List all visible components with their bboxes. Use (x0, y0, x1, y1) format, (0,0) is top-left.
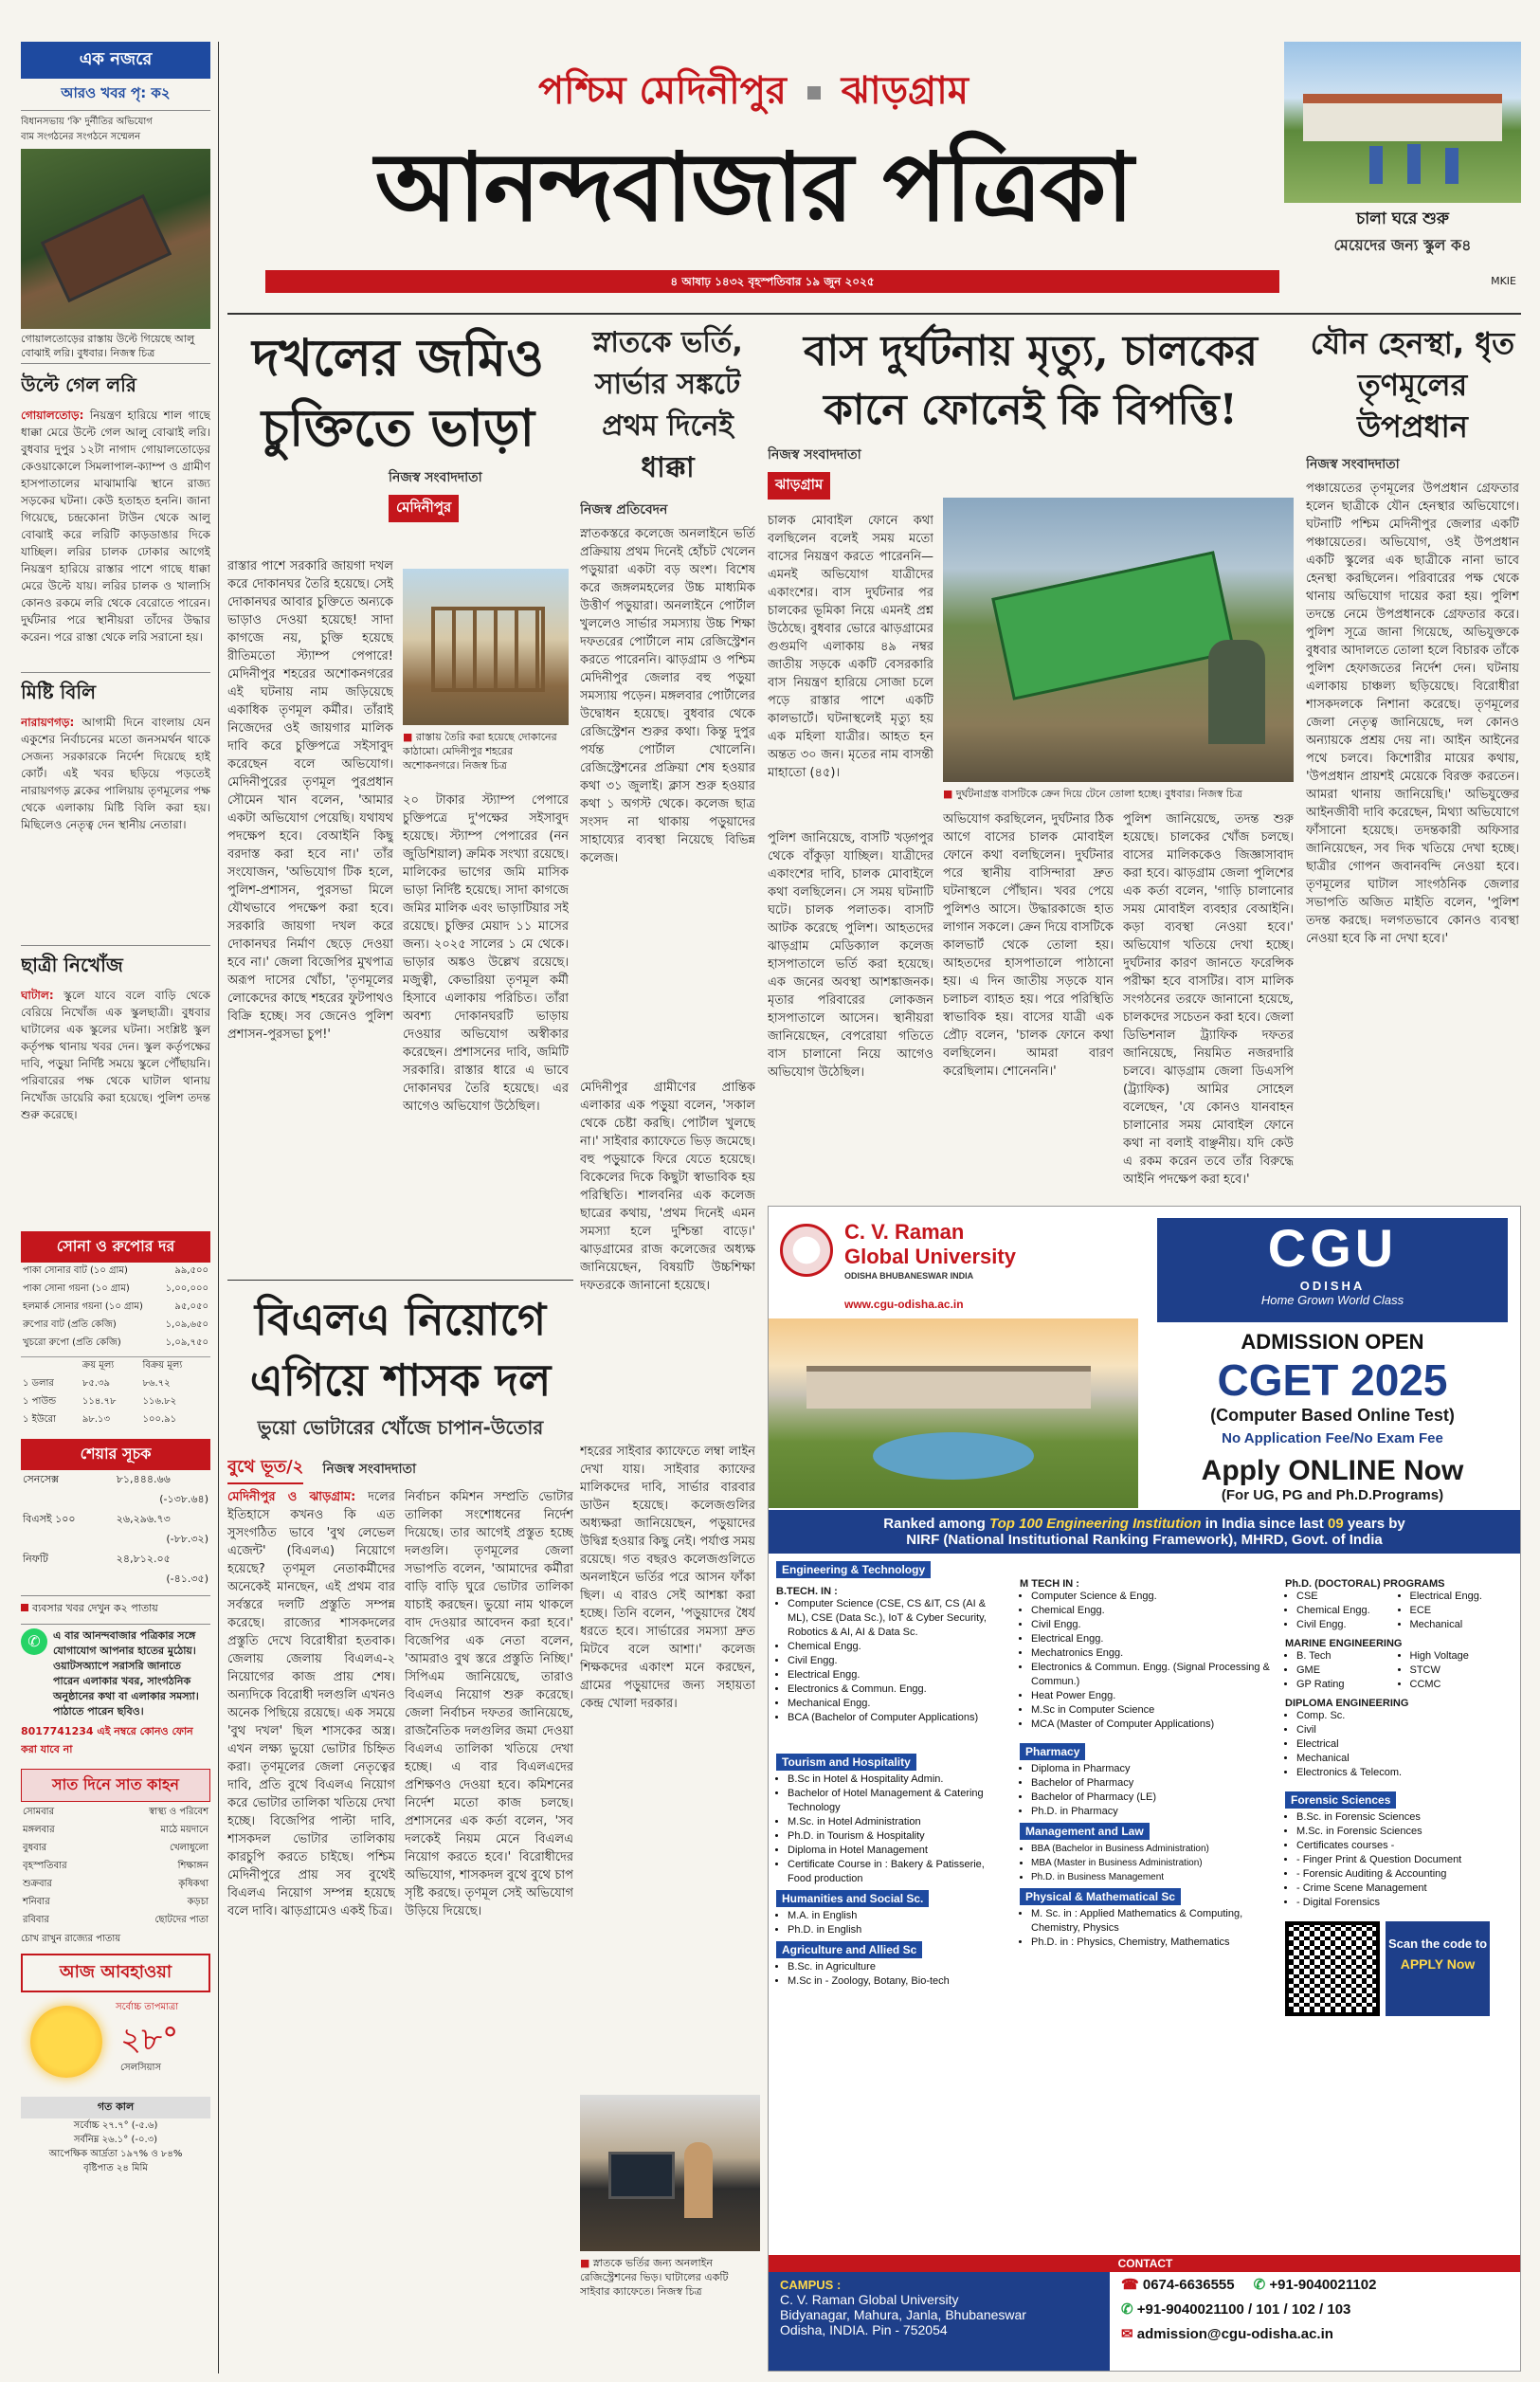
section-pharmacy: Pharmacy (1020, 1743, 1085, 1760)
qr-code[interactable] (1285, 1921, 1380, 2016)
marine-head: MARINE ENGINEERING (1285, 1638, 1403, 1649)
diploma-list: • Comp. Sc. • Civil • Electrical • Mechanical • Electronics & Telecom. (1285, 1709, 1513, 1780)
whatsapp-box (21, 1624, 210, 1759)
cgu-advertisement[interactable] (768, 1206, 1521, 2372)
table-row: রুপোর বাট (প্রতি কেজি) ১,০৯,৬৫০ (23, 1319, 208, 1330)
headline: স্নাতকে ভর্তি, সার্ভার সঙ্কটে প্রথম দিনেই ধাক্কা (592, 326, 743, 484)
lorry-photo (21, 149, 210, 329)
weather-box (21, 1992, 210, 2097)
forensic-list: • B.Sc. in Forensic Sciences • M.Sc. in Forensic Sciences • Certificates courses - • - Finger Print & Question Document • - Forensic Auditing & Accounting • - Crime Scene Management • - Digital Forensics (1285, 1810, 1513, 1910)
admission-open: ADMISSION OPEN (1241, 1330, 1424, 1354)
lorry-headline: উল্টে গেল লরি (21, 373, 136, 396)
pharmacy-list: • Diploma in Pharmacy • Bachelor of Pharmacy • Bachelor of Pharmacy (LE) • Ph.D. in Pharmacy (1020, 1762, 1271, 1819)
body-2: মেদিনীপুর গ্রামীণের প্রান্তিক এলাকার এক পড়ুয়া বলেন, 'সকাল থেকে চেষ্টা করছি। পোর্টাল খুলছে না।' সাইবার ক্যাফেতে ভিড় জমেছে। বহু পড়ুয়াকে ফিরে যেতে হয়েছে। বিকেলের দিকে কিছুটা স্বাভাবিক হয় পরিস্থিতি। শালবনির এক কলেজ ছাত্রের কথায়, 'প্রথম দিনেই এমন সমস্যা হলে দুশ্চিন্তা বাড়ে।' ঝাড়গ্রামের রাজ কলেজের অধ্যক্ষ জানিয়েছেন, বিষয়টি উচ্চশিক্ষা দফতরকে জানানো হয়েছে। (580, 1081, 755, 1293)
headline: বাস দুর্ঘটনায় মৃত্যু, চালকের কানে ফোনেই কি বিপত্তি! (804, 327, 1258, 434)
ek-nojore-header: এক নজরে (21, 42, 210, 79)
cyber-cafe-photo (580, 2095, 760, 2251)
table-row: মঙ্গলবার মাঠে ময়দানে (23, 1825, 208, 1835)
sun-icon (30, 2006, 102, 2078)
cget-title: CGET 2025 (1217, 1355, 1448, 1405)
date-bar (265, 270, 1279, 293)
body-col2: ২০ টাকার স্ট্যাম্প পেপারে চুক্তিপত্রে দু'পক্ষের সইসাবুদ হয়েছে। স্ট্যাম্প পেপারের (নন জুডিশিয়াল) ক্রমিক সংখ্যা রয়েছে। মালিকের ভাগের জমি মাসিক ভাড়া নির্দিষ্ট হয়েছে। সাদা কাগজে জমির মালিক এবং ভাড়াটিয়ার সই রয়েছে। চুক্তির মেয়াদ ১১ মাসের জন্য। ২০২৫ সালের ১ মে থেকে। ভাড়ার অঙ্কও উল্লেখ রয়েছে। মজুত্বী, কেভারিয়া তৃণমূল কর্মী হিসাবে এলাকায় পরিচিত। তাঁরা অবশ্য দোকানঘরটি ভাড়ায় দেওয়ার অভিযোগ অস্বীকার করেছেন। প্রশাসনের দাবি, জমিটি সরকারি। রাস্তার ধারে এ ভাবে দোকানঘর তৈরি হয়েছে। এর আগেও অভিযোগ উঠেছিল। (403, 793, 569, 1114)
shop-photo (403, 569, 569, 725)
contact-bar: CONTACT (769, 2255, 1521, 2272)
weather-unit: সেলসিয়াস (120, 2063, 161, 2073)
newspaper-title: আনন্দবাজার পত্রিকা (374, 131, 1132, 243)
body-col3: পুলিশ জানিয়েছে, তদন্ত শুরু হয়েছে। চালকের খোঁজ চলছে। বাসের মালিককেও জিজ্ঞাসাবাদ করা হবে। ঝাড়গ্রাম জেলা পুলিশের এক কর্তা বলেন, 'গাড়ি চালানোর সময় মোবাইল ব্যবহার বেআইনি। কড়া ব্যবস্থা নেওয়া হবে।' অভিযোগ খতিয়ে দেখা হচ্ছে। দুর্ঘটনার কারণ জানতে ফরেন্সিক পরীক্ষা হবে বাসটির। বাস মালিক সংগঠনের তরফে জানানো হয়েছে, চালকদের সচেতন করা হবে। জেলা ডিভিশনাল ট্র্যাফিক দফতর জানিয়েছে, নিয়মিত নজরদারি চলবে। ঝাড়গ্রাম জেলা ডিএসপি (ট্র্যাফিক) আমির সোহেল বলেছেন, 'যে কোনও যানবাহন চালানোর সময় মোবাইল ফোনে কথা না বলাই বাঞ্ছনীয়। যদি কেউ এ রকম করেন তবে তাঁর বিরুদ্ধে আইনি পদক্ষেপ করা হবে।' (1123, 812, 1294, 1187)
byline: নিজস্ব সংবাদদাতা (322, 1461, 417, 1477)
masthead (227, 42, 1279, 288)
btech-head: B.TECH. IN : (776, 1586, 838, 1597)
byline: নিজস্ব সংবাদদাতা (768, 447, 861, 463)
whatsapp-icon: ✆ (1121, 2301, 1133, 2318)
phone-3[interactable]: ✆ +91-9040021100 / 101 / 102 / 103 (1121, 2301, 1351, 2318)
mtech-list: • Computer Science & Engg. • Chemical Engg. • Civil Engg. • Electrical Engg. • Mechatronics Engg. • Electronics & Commun. Engg. (Signal Processing & Commun.) • Heat Power Engg. • M.Sc in Computer Science • MCA (Master of Computer Applications) (1020, 1590, 1271, 1732)
table-row: (-১৩৮.৬৪) (159, 1493, 208, 1505)
ranking-banner: Ranked among Top 100 Engineering Institution in India since last 09 years by NIRF (National Institutional Ranking Framework), MHRD, Govt. of India (769, 1510, 1520, 1554)
table-row: (-৮৮.৩২) (166, 1533, 208, 1545)
apply-online[interactable]: Apply ONLINE Now (1201, 1455, 1464, 1486)
saat-header: সাত দিনে সাত কাহন (21, 1769, 210, 1802)
scan-box[interactable]: Scan the code to APPLY Now (1386, 1921, 1490, 2016)
bus-caption: ■ দুর্ঘটনাগ্রস্ত বাসটিকে ক্রেন দিয়ে টেনে তোলা হচ্ছে। বুধবার। নিজস্ব চিত্র (943, 788, 1243, 800)
cgu-logo: CGU ODISHA Home Grown World Class (1157, 1218, 1508, 1322)
headline: যৌন হেনস্থা, ধৃত তৃণমূলের উপপ্রধান (1310, 325, 1515, 445)
section-humanities: Humanities and Social Sc. (776, 1890, 929, 1907)
cyber-cafe-caption: ■ স্নাতকে ভর্তির জন্য অনলাইন রেজিস্ট্রেশনের ভিড়। ঘাটালের একটি সাইবার ক্যাফেতে। নিজস্ব চিত্র (580, 2257, 729, 2298)
btech-list: • Computer Science (CSE, CS &IT, CS (AI & ML), CSE (Data Sc.), IoT & Cyber Security, Robotics & AI, AI & Data Sc. • Chemical Engg. • Civil Engg. • Electrical Engg. • Electronics & Commun. Engg. • Mechanical Engg. • BCA (Bachelor of Computer Applications) (776, 1597, 1004, 1725)
story-bla (227, 1289, 573, 2370)
table-row: সোমবার স্বাস্থ্য ও পরিবেশ (23, 1807, 208, 1817)
table-row: পাকা সোনা গয়না (১০ গ্রাম) ১,০০,০০০ (23, 1283, 208, 1294)
table-row: বুধবার খেলাধুলো (23, 1843, 208, 1853)
whatsapp-note: এ বার আনন্দবাজার পত্রিকার সঙ্গে যোগাযোগ আপনার হাতের মুঠোয়। ওয়াটসঅ্যাপে সরাসরি জানাতে পারেন এলাকার খবর, সাংগঠনিক অনুষ্ঠানের কথা বা এলাকার সমস্যা। পাঠাতে পারেন ছবিও। (53, 1629, 199, 1718)
section-forensic: Forensic Sciences (1285, 1791, 1396, 1809)
table-row: বিএসই ১০০ ২৬,২৯৬.৭৩ (23, 1513, 171, 1525)
campus-photo (769, 1318, 1138, 1508)
apply-sub: (For UG, PG and Ph.D.Programs) (1221, 1487, 1444, 1503)
date-line: ৪ আষাঢ় ১৪৩২ বৃহস্পতিবার ১৯ জুন ২০২৫ (670, 275, 875, 288)
byline: নিজস্ব প্রতিবেদন (580, 502, 668, 518)
gold-header: সোনা ও রুপোর দর (21, 1231, 210, 1263)
body-col1: রাস্তার পাশে সরকারি জায়গা দখল করে দোকানঘর তৈরি হয়েছে। সেই দোকানঘর আবার চুক্তিতে অন্যকে ভাড়াও দেওয়া হয়েছে! সাদা কাগজে নয়, চুক্তি হয়েছে রীতিমতো স্ট্যাম্প পেপারে! মেদিনীপুর শহরের অশোকনগরের এই ঘটনায় নাম জড়িয়েছে একাধিক তৃণমূল কর্মীর। তাঁরাই নিজেদের ওই জায়গার মালিক দাবি করে চুক্তিপত্রে সইসাবুদ করেছেন বলে অভিযোগ। মেদিনীপুরের তৃণমূল পুরপ্রধান সৌমেন খান বলেন, 'আমার একটা অভিযোগ পেয়েছি। যথাযথ পদক্ষেপ হবে। বেআইনি কিছু বরদাস্ত করা হবে না।' তাঁর সংযোজন, 'অভিযোগ টিক হলে, পুলিশ-প্রশাসন, পুরসভা মিলে যৌথভাবে পদক্ষেপ করা হবে। সরকারি জায়গা দখল করে দোকানঘর নির্মাণ ছেড়ে দেওয়া হবে না।' জেলা বিজেপির মুখপাত্র অরূপ দাসের খোঁচা, 'তৃণমূলের লোকেদের কাছে শহরের ফুটপাথও বিক্রি হচ্ছে। সব জেনেও পুলিশ প্রশাসন-পুরসভা চুপ!' (227, 559, 393, 1042)
cgu-seal (780, 1224, 833, 1277)
agri-list: • B.Sc. in Agriculture • M.Sc in - Zoology, Botany, Bio-tech (776, 1960, 1004, 1989)
whatsapp-number[interactable]: 8017741234 এই নম্বরে কোনও ফোন করা যাবে না (21, 1725, 193, 1755)
body-col1b: পুলিশ জানিয়েছে, বাসটি খড়্গপুর থেকে বাঁকুড়া যাচ্ছিল। যাত্রীদের একাংশের দাবি, চালক মোবাইলে কথা বলছিলেন। সে সময় ঘটনাটি ঘটে। চালক পলাতক। বাসটি আটক করেছে পুলিশ। আহতদের ঝাড়গ্রাম মেডিক্যাল কলেজ হাসপাতালে ভর্তি করা হয়েছে। এক জনের অবস্থা আশঙ্কাজনক। মৃতার পরিবারের লোকজন হাসপাতালে আসেন। স্থানীয়রা জানিয়েছেন, বেপরোয়া গতিতে বাস চালানো নিয়ে আগেও অভিযোগ উঠেছিল। (768, 831, 933, 1080)
campus-box: CAMPUS : C. V. Raman Global University Bidyanagar, Mahura, Janla, Bhubaneswar Odisha, INDIA. Pin - 752054 (769, 2272, 1110, 2371)
table-row: বৃহস্পতিবার শিক্ষাঙ্গন (23, 1861, 208, 1871)
gold-table (21, 1263, 210, 1353)
school-caption: চালা ঘরে শুরু মেয়েদের জন্য স্কুল ক৪ (1333, 209, 1472, 254)
diploma-head: DIPLOMA ENGINEERING (1285, 1698, 1409, 1709)
mishti-body: নারায়ণগড়: আগামী দিনে বাংলায় যেন একুশের নির্বাচনের মতো জনসমর্থন থাকে সেজন্য সরকারকে নির্দেশ দিয়েছে হাই কোর্ট। এই খবর ছড়িয়ে পড়তেই নারায়ণগড় ব্লকের পালিয়ায় তৃণমূলের পক্ষ থেকে এলাকায় মিষ্টি বিলি করা হয়। মিছিলেও নেতৃত্ব দেন স্থানীয় নেতারা। (21, 716, 210, 831)
square-icon (21, 1604, 28, 1611)
website[interactable]: www.cgu-odisha.ac.in (844, 1298, 964, 1311)
table-row: নিফটি ২৪,৮১২.০৫ (23, 1553, 171, 1565)
university-name: C. V. Raman Global University ODISHA BHUBANESWAR INDIA (844, 1220, 1016, 1281)
phys-list: • M. Sc. in : Applied Mathematics & Computing, Chemistry, Physics • Ph.D. in : Physics, Chemistry, Mathematics (1020, 1907, 1271, 1950)
lorry-caption: গোয়ালতোড়ের রাস্তায় উল্টে গিয়েছে আলু বোঝাই লরি। বুধবার। নিজস্ব চিত্র (21, 329, 210, 364)
section-management: Management and Law (1020, 1823, 1150, 1840)
contact-info (1121, 2276, 1514, 2371)
phd-list: • CSE • Chemical Engg. • Civil Engg. • Electrical Engg. • ECE • Mechanical (1285, 1590, 1513, 1632)
bus-photo (943, 498, 1294, 782)
forex-table (21, 1356, 210, 1429)
mishti-headline: মিষ্টি বিলি (21, 672, 210, 710)
weather-rows: সর্বোচ্চ ২৭.৭° (-৫.৬) সর্বনিম্ন ২৬.১° (-০.৩) আপেক্ষিক আর্দ্রতা ১৯৭% ও ৮৪% বৃষ্টিপাত ২৪ মিমি (48, 2120, 183, 2173)
weather-header: আজ আবহাওয়া (21, 1954, 210, 1992)
weather-max-label: সর্বোচ্চ তাপমাত্রা (116, 2002, 179, 2012)
table-row: ক্রয় মূল্য বিক্রয় মূল্য (82, 1360, 183, 1371)
headline: বিএলএ নিয়োগে এগিয়ে শাসক দল (249, 1294, 552, 1406)
teaser-item[interactable]: বিধানসভায় 'কি' দুর্নীতির অভিযোগ (21, 117, 153, 127)
table-row: (-৪১.৩৫) (166, 1573, 208, 1585)
edition-code: MKIE (1491, 275, 1516, 287)
table-row: পাকা সোনার বাট (১০ গ্রাম) ৯৯,৫০০ (23, 1265, 208, 1276)
phone-icon: ☎ (1121, 2277, 1139, 2293)
body-col2: অভিযোগ করছিলেন, দুর্ঘটনার ঠিক আগে বাসের চালক মোবাইল ফোনে কথা বলছিলেন। দুর্ঘটনার পরে স্থানীয় বাসিন্দারা দ্রুত ঘটনাস্থলে পৌঁছান। খবর পেয়ে পুলিশও আসে। উদ্ধারকাজে হাত লাগান সকলে। ক্রেন দিয়ে বাসটিকে কালভার্ট থেকে তোলা হয়। আহতদের হাসপাতালে পাঠানো হয়। এ দিন জাতীয় সড়কে যান চলাচল ব্যাহত হয়। পরে পরিস্থিতি স্বাভাবিক হয়। বাসের যাত্রী এক প্রৌঢ় বলেন, 'চালক ফোনে কথা বলছিলেন। আমরা বারণ করেছিলাম। শোনেননি।' (943, 812, 1114, 1079)
chhatri-headline: ছাত্রী নিখোঁজ (21, 945, 210, 983)
gotokal-header: গত কাল (21, 2097, 210, 2118)
square-icon (807, 86, 821, 100)
place: ঝাড়গ্রাম (768, 472, 830, 500)
saat-note: চোখ রাখুন রাজ্যের পাতায় (21, 1934, 121, 1944)
chhatri-body: ঘাটাল: স্কুলে যাবে বলে বাড়ি থেকে বেরিয়ে নিখোঁজ এক স্কুলছাত্রী। বুধবার ঘাটালের এক স্কুলের ঘটনা। সংশ্লিষ্ট স্কুল কর্তৃপক্ষ থানায় খবর দেন। স্কুল কর্তৃপক্ষের দাবি, পড়ুয়া নির্দিষ্ট সময়ে স্কুলে পৌঁছায়নি। পরিবারের পক্ষ থেকে ঘাটাল থানায় নিখোঁজ ডায়েরি করা হয়েছে। পুলিশ তদন্ত শুরু করেছে। (21, 989, 210, 1121)
table-row: ১ ডলার ৮৫.৩৯ ৮৬.৭২ (23, 1378, 171, 1389)
email[interactable]: ✉ admission@cgu-odisha.ac.in (1121, 2326, 1333, 2342)
table-row: হলমার্ক সোনার গয়না (১০ গ্রাম) ৯৫,০৫০ (23, 1301, 208, 1312)
phd-head: Ph.D. (DOCTORAL) PROGRAMS (1285, 1578, 1445, 1590)
mail-icon: ✉ (1121, 2326, 1133, 2342)
place: মেদিনীপুর (389, 495, 459, 522)
body-col2: নির্বাচন কমিশন সম্প্রতি ভোটার তালিকা সংশোধনের নির্দেশ দিয়েছে। তার আগেই প্রস্তুত হচ্ছে দলগুলি। তৃণমূলের জেলা সভাপতি বলেন, 'আমাদের কর্মীরা বাড়ি বাড়ি ঘুরে ভোটার তালিকা যাচাই করছেন। ভুয়ো নাম থাকলে বাদ দেওয়ার আবেদন করা হবে।' বিজেপির এক নেতা বলেন, 'আমরাও বুথ স্তরে প্রস্তুতি নিচ্ছি।' সিপিএম জানিয়েছে, তারাও বিএলএ নিয়োগ শুরু করেছে। জেলা নির্বাচন দফতর জানিয়েছে, রাজনৈতিক দলগুলির জমা দেওয়া বিএলএ তালিকা খতিয়ে দেখা হচ্ছে। এ বার বিএলএদের প্রশিক্ষণও দেওয়া হবে। কমিশনের নির্দেশ মতো কাজ চলছে। প্রশাসনের এক কর্তা বলেন, 'সব দলকেই নিয়ম মেনে বিএলএ নিয়োগ করতে হবে।' বিরোধীদের অভিযোগ, শাসকদল বুথে বুথে চাপ সৃষ্টি করছে। তৃণমূল সেই অভিযোগ উড়িয়ে দিয়েছে। (405, 1490, 573, 1918)
subhead: ভুয়ো ভোটারের খোঁজে চাপান-উতোর (257, 1416, 544, 1439)
section-agriculture: Agriculture and Allied Sc (776, 1941, 922, 1958)
phone-2[interactable]: ✆ +91-9040021102 (1253, 2277, 1377, 2293)
tourism-list: • B.Sc in Hotel & Hospitality Admin. • Bachelor of Hotel Management & Catering Technology • M.Sc. in Hotel Administration • Ph.D. in Tourism & Hospitality • Diploma in Hotel Management • Certificate Course in : Bakery & Patisserie, Food production (776, 1773, 1004, 1886)
left-column (21, 42, 210, 2373)
table-row: খুচরো রুপো (প্রতি কেজি) ১,০৯,৭৫০ (23, 1337, 208, 1348)
mgmt-list: • BBA (Bachelor in Business Administration) • MBA (Master in Business Administration) • Ph.D. in Business Management (1020, 1842, 1271, 1884)
weather-temp: ২৮° (120, 2021, 179, 2059)
body: পঞ্চায়েতের তৃণমূলের উপপ্রধান গ্রেফতার হলেন ছাত্রীকে যৌন হেনস্থার অভিযোগে। ঘটনাটি পশ্চিম মেদিনীপুর জেলার একটি পঞ্চায়েতের। অভিযোগ, ওই উপপ্রধান একটি স্কুলের এক ছাত্রীকে নানা ভাবে হেনস্থা করছিলেন। পরিবারের পক্ষ থেকে থানায় অভিযোগ দায়ের করা হয়। পুলিশ তদন্তে নেমে উপপ্রধানকে গ্রেফতার করে। পুলিশ সূত্রে জানা গিয়েছে, অভিযুক্তকে বুধবার আদালতে তোলা হলে বিচারক তাঁকে পুলিশ হেফাজতের নির্দেশ দেন। ঘটনায় এলাকায় চাঞ্চল্য ছড়িয়েছে। বিরোধীরা শাসকদলকে নিশানা করেছে। তৃণমূলের জেলা নেতৃত্ব জানিয়েছে, দল কোনও অন্যায়কে প্রশ্রয় দেয় না। আইন আইনের পথে চলবে। কিশোরীর মায়ের কথায়, 'উপপ্রধান প্রায়শই মেয়েকে বিরক্ত করতেন। আমরা থানায় জানিয়েছি।' অভিযুক্তের আইনজীবী দাবি করেছেন, মিথ্যা অভিযোগে ফাঁসানো হয়েছে। তদন্তকারী অফিসার জানিয়েছেন, সব দিক খতিয়ে দেখা হচ্ছে। ছাত্রীর গোপন জবানবন্দি নেওয়া হবে। তৃণমূলের ঘাটাল সাংগঠনিক জেলার সভাপতি অজিত মাইতি বলেন, 'পুলিশ তদন্ত করছে। দলগতভাবে কোনও ব্যবস্থা নেওয়া হবে কি না দেখা হবে।' (1306, 482, 1519, 946)
phone-1[interactable]: ☎ 0674-6636555 (1121, 2277, 1235, 2293)
no-fee: No Application Fee/No Exam Fee (1222, 1430, 1443, 1446)
school-photo (1284, 42, 1521, 203)
section-engineering: Engineering & Technology (776, 1561, 931, 1578)
section-tourism: Tourism and Hospitality (776, 1754, 916, 1771)
series-tag: বুথে ভূত/২ (227, 1453, 303, 1484)
business-link[interactable]: ব্যবসার খবর দেখুন ক২ পাতায় (21, 1595, 210, 1618)
hum-list: • M.A. in English • Ph.D. in English (776, 1909, 1004, 1937)
teaser-list (21, 111, 210, 149)
body-1: স্নাতকস্তরে কলেজে অনলাইনে ভর্তি প্রক্রিয়ায় প্রথম দিনেই হোঁচট খেলেন পড়ুয়ারা একটা বড় অংশ। বিশেষ করে জঙ্গলমহলের উচ্চ মাধ্যমিক উত্তীর্ণ পড়ুয়ারা। অনলাইনে পোর্টাল খুললেও সার্ভার সমস্যায় উচ্চ শিক্ষা দফতরের পোর্টালে নাম রেজিস্ট্রেশন করতে পারেননি। ঝাড়গ্রাম ও পশ্চিম মেদিনীপুর জেলার বহু পড়ুয়া সমস্যায় পড়েন। মঙ্গলবার পোর্টালের উদ্বোধন হয়েছে। বুধবার থেকে রেজিস্ট্রেশন শুরুর কথা। কিন্তু দুপুর পর্যন্ত পোর্টাল খোলেনি। রেজিস্ট্রেশনের প্রক্রিয়া শেষ হওয়ার কথা ৩১ জুলাই। ক্লাস শুরু হওয়ার কথা ১ অগস্ট থেকে। কলেজ ছাত্র সংসদ না থাকায় পড়ুয়াদের সাহায্যের ব্যবস্থা নিয়েছে বিভিন্ন কলেজ। (580, 527, 755, 865)
marine-list: • B. Tech • GME • GP Rating • High Voltage • STCW • CCMC (1285, 1649, 1513, 1692)
body-col1: চালক মোবাইল ফোনে কথা বলছিলেন বলেই সময় মতো বাসের নিয়ন্ত্রণ করতে পারেননি—এমনই অভিযোগ যাত্রীদের একাংশের। বাস দুর্ঘটনার পর চালকের ভূমিকা নিয়ে এমনই প্রশ্ন উঠেছে। বুধবার ভোরে ঝাড়গ্রামের গুগুমণি এলাকায় ৪৯ নম্বর জাতীয় সড়কে একটি বেসরকারি বাস নিয়ন্ত্রণ হারিয়ে সোজা চলে পড়ে রাস্তার পাশে একটি কালভার্টে। ঘটনাস্থলেই মৃত্যু হয় এক মহিলা যাত্রীর। আহত হন অন্তত ৩০ জন। মৃতের নাম বাসন্তী মাহাতো (৪৫)। (768, 514, 933, 780)
story-snatoke (580, 322, 755, 2256)
edition-line: পশ্চিম মেদিনীপুর ঝাড়গ্রাম (538, 69, 969, 113)
lorry-body: গোয়ালতোড়: নিয়ন্ত্রণ হারিয়ে শাল গাছে ধাক্কা মেরে উল্টে গেল আলু বোঝাই লরি। বুধবার দুপুর ১২টা নাগাদ গোয়ালতোড়ের কেওয়াকোলে সিমলাপাল-ক্যাম্প ও গ্রামীণ হাসপাতালের মাঝামাঝি স্থানে রাজ্য সড়কের ঘটনা। কেউ হতাহত হননি। জানা গিয়েছে, চন্দ্রকোনা টাউন থেকে আলু বোঝাই করে লরিটি কাড়ডাঙার দিকে যাচ্ছিল। লরির চালক ঢোকার আগেই নিয়ন্ত্রণ হারিয়ে রাস্তার পাশে গাছে ধাক্কা মেরে উল্টে যায়। লরির চালক ও খালাসি কোনও রকমে লরি থেকে বেরোতে পারেন। দুর্ঘটনার পরে স্থানীয়রা তাঁদের উদ্ধার করেন। পরে রাস্তা থেকে লরি সরানো হয়। (21, 409, 210, 644)
whatsapp-icon: ✆ (1253, 2277, 1266, 2293)
share-table (21, 1470, 210, 1590)
story-dokhol (227, 322, 569, 1270)
table-row: সেনসেক্স ৮১,৪৪৪.৬৬ (23, 1473, 171, 1485)
shop-caption: ■ রাস্তায় তৈরি করা হয়েছে দোকানের কাঠামো। মেদিনীপুর শহরের অশোকনগরে। নিজস্ব চিত্র (403, 731, 557, 772)
share-header: শেয়ার সূচক (21, 1439, 210, 1470)
section-physical: Physical & Mathematical Sc (1020, 1888, 1181, 1905)
table-row: ১ ইউরো ৯৮.১৩ ১০০.৯১ (23, 1414, 177, 1425)
table-row: শনিবার কড়চা (23, 1897, 208, 1907)
headline: দখলের জমিও চুক্তিতে ভাড়া (252, 327, 544, 458)
teaser-item[interactable]: বাম সংগঠনের সংগঠনে সম্মেলন (21, 132, 141, 142)
byline: নিজস্ব সংবাদদাতা (389, 470, 482, 485)
story-bus (768, 322, 1294, 1194)
body-3: শহরের সাইবার ক্যাফেতে লম্বা লাইন দেখা যায়। সাইবার ক্যাফের মালিকদের দাবি, সার্ভার বারবার ডাউন হয়েছে। কলেজগুলির অধ্যক্ষরা জানিয়েছেন, পড়ুয়াদের উদ্বিগ্ন হওয়ার কিছু নেই। পর্যাপ্ত সময় রয়েছে। গত বছরও কলেজগুলিতে অনলাইনে ভর্তির পরে আসন ফাঁকা ছিল। এ বারও সেই আশঙ্কা করা হচ্ছে। তিনি বলেন, 'পড়ুয়াদের ধৈর্য ধরতে হবে। সার্ভারের সমস্যা দ্রুত মিটবে বলে আশা।' কলেজ শিক্ষকদের একাংশ মনে করছেন, গ্রামের পড়ুয়াদের জন্য সহায়তা কেন্দ্র খোলা দরকার। (580, 1445, 755, 1711)
cget-sub: (Computer Based Online Test) (1210, 1406, 1455, 1425)
table-row: ১ পাউন্ড ১১৪.৭৮ ১১৬.৮২ (23, 1396, 177, 1407)
table-row: রবিবার ছোটদের পাতা (23, 1915, 208, 1925)
whatsapp-icon: ✆ (21, 1628, 47, 1655)
saat-table (21, 1804, 210, 1930)
body-col1: মেদিনীপুর ও ঝাড়গ্রাম: দলের ইতিহাসে কখনও কি এত সুসংগঠিত ভাবে 'বুথ লেভেল এজেন্ট' (বিএলএ) নিয়োগে হয়েছে? তৃণমূল নেতাকর্মীদের অনেকেই মানছেন, এই প্রথম বার সর্বস্তরে দলটি প্রস্তুতি সম্পন্ন করেছে। রাজ্যের শাসকদলের প্রস্তুতি দেখে বিরোধীরা হতবাক। জেলায় জেলায় বিএলএ-২ নিয়োগের কাজ প্রায় শেষ। অন্যদিকে বিরোধী দলগুলি এখনও অনেক পিছিয়ে রয়েছে। এক সময়ে 'বুথ দখল' ছিল শাসকের অস্ত্র। এখন লক্ষ্য ভুয়ো ভোটার চিহ্নিত করা। তৃণমূলের জেলা নেতৃত্বের দাবি, প্রতি বুথে বিএলএ নিয়োগ করে ভোটার তালিকা খতিয়ে দেখা হচ্ছে। বিজেপির পাল্টা দাবি, শাসকদল ভোটার তালিকায় কারচুপি করতে চাইছে। পশ্চিম মেদিনীপুরে প্রায় সব বুথেই বিএলএ নিয়োগ সম্পন্ন হয়েছে বলে দাবি। ঝাড়গ্রামেও একই চিত্র। (227, 1490, 395, 1918)
mtech-head: M TECH IN : (1020, 1578, 1079, 1590)
table-row: শুক্রবার কৃষিকথা (23, 1879, 208, 1889)
aro-khobor[interactable]: আরও খবর পৃ: ক২ (21, 79, 210, 111)
byline: নিজস্ব সংবাদদাতা (1306, 457, 1400, 472)
